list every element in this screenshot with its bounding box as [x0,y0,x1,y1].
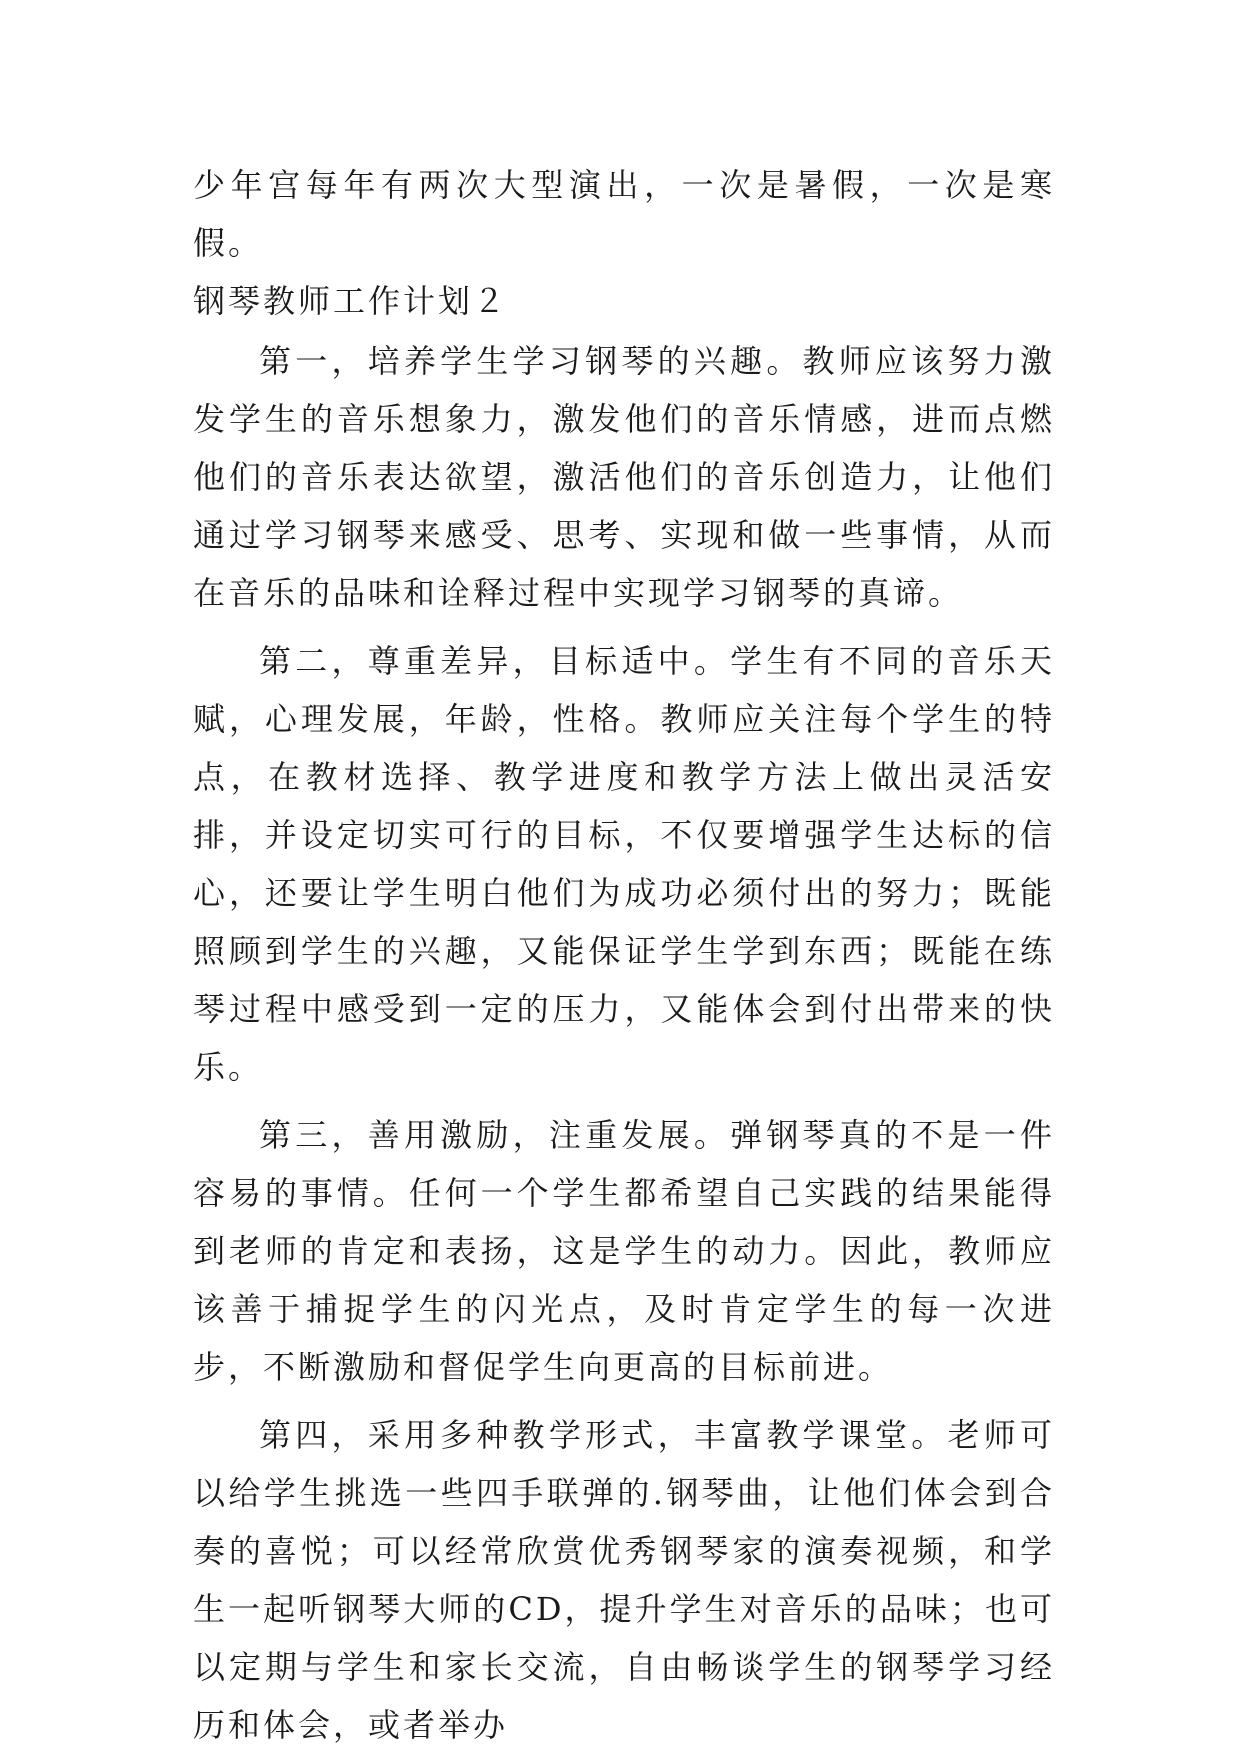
section-title: 钢琴教师工作计划２ [193,282,509,320]
paragraph-3: 第三，善用激励，注重发展。弹钢琴真的不是一件容易的事情。任何一个学生都希望自己实践的结果能得到老师的肯定和表扬，这是学生的动力。因此，教师应该善于捕捉学生的闪光点，及时肯定学生的每一次进步，不断激励和督促学生向更高的目标前进。 [193,1116,1055,1386]
paragraph-2: 第二，尊重差异，目标适中。学生有不同的音乐天赋，心理发展，年龄，性格。教师应关注每个学生的特点，在教材选择、教学进度和教学方法上做出灵活安排，并设定切实可行的目标，不仅要增强学生达标的信心，还要让学生明白他们为成功必须付出的努力；既能照顾到学生的兴趣，又能保证学生学到东西；既能在练琴过程中感受到一定的压力，又能体会到付出带来的快乐。 [193,642,1055,1086]
paragraph-1: 第一，培养学生学习钢琴的兴趣。教师应该努力激发学生的音乐想象力，激发他们的音乐情感，进而点燃他们的音乐表达欲望，激活他们的音乐创造力，让他们通过学习钢琴来感受、思考、实现和做一些事情，从而在音乐的品味和诠释过程中实现学习钢琴的真谛。 [193,342,1055,612]
document-body [193,156,1055,1754]
intro-line: 少年宫每年有两次大型演出，一次是暑假，一次是寒假。 [193,166,1055,262]
paragraph-4: 第四，采用多种教学形式，丰富教学课堂。老师可以给学生挑选一些四手联弹的.钢琴曲，让他们体会到合奏的喜悦；可以经常欣赏优秀钢琴家的演奏视频，和学生一起听钢琴大师的CD，提升学生对音乐的品味；也可以定期与学生和家长交流，自由畅谈学生的钢琴学习经历和体会，或者举办 [193,1416,1055,1744]
